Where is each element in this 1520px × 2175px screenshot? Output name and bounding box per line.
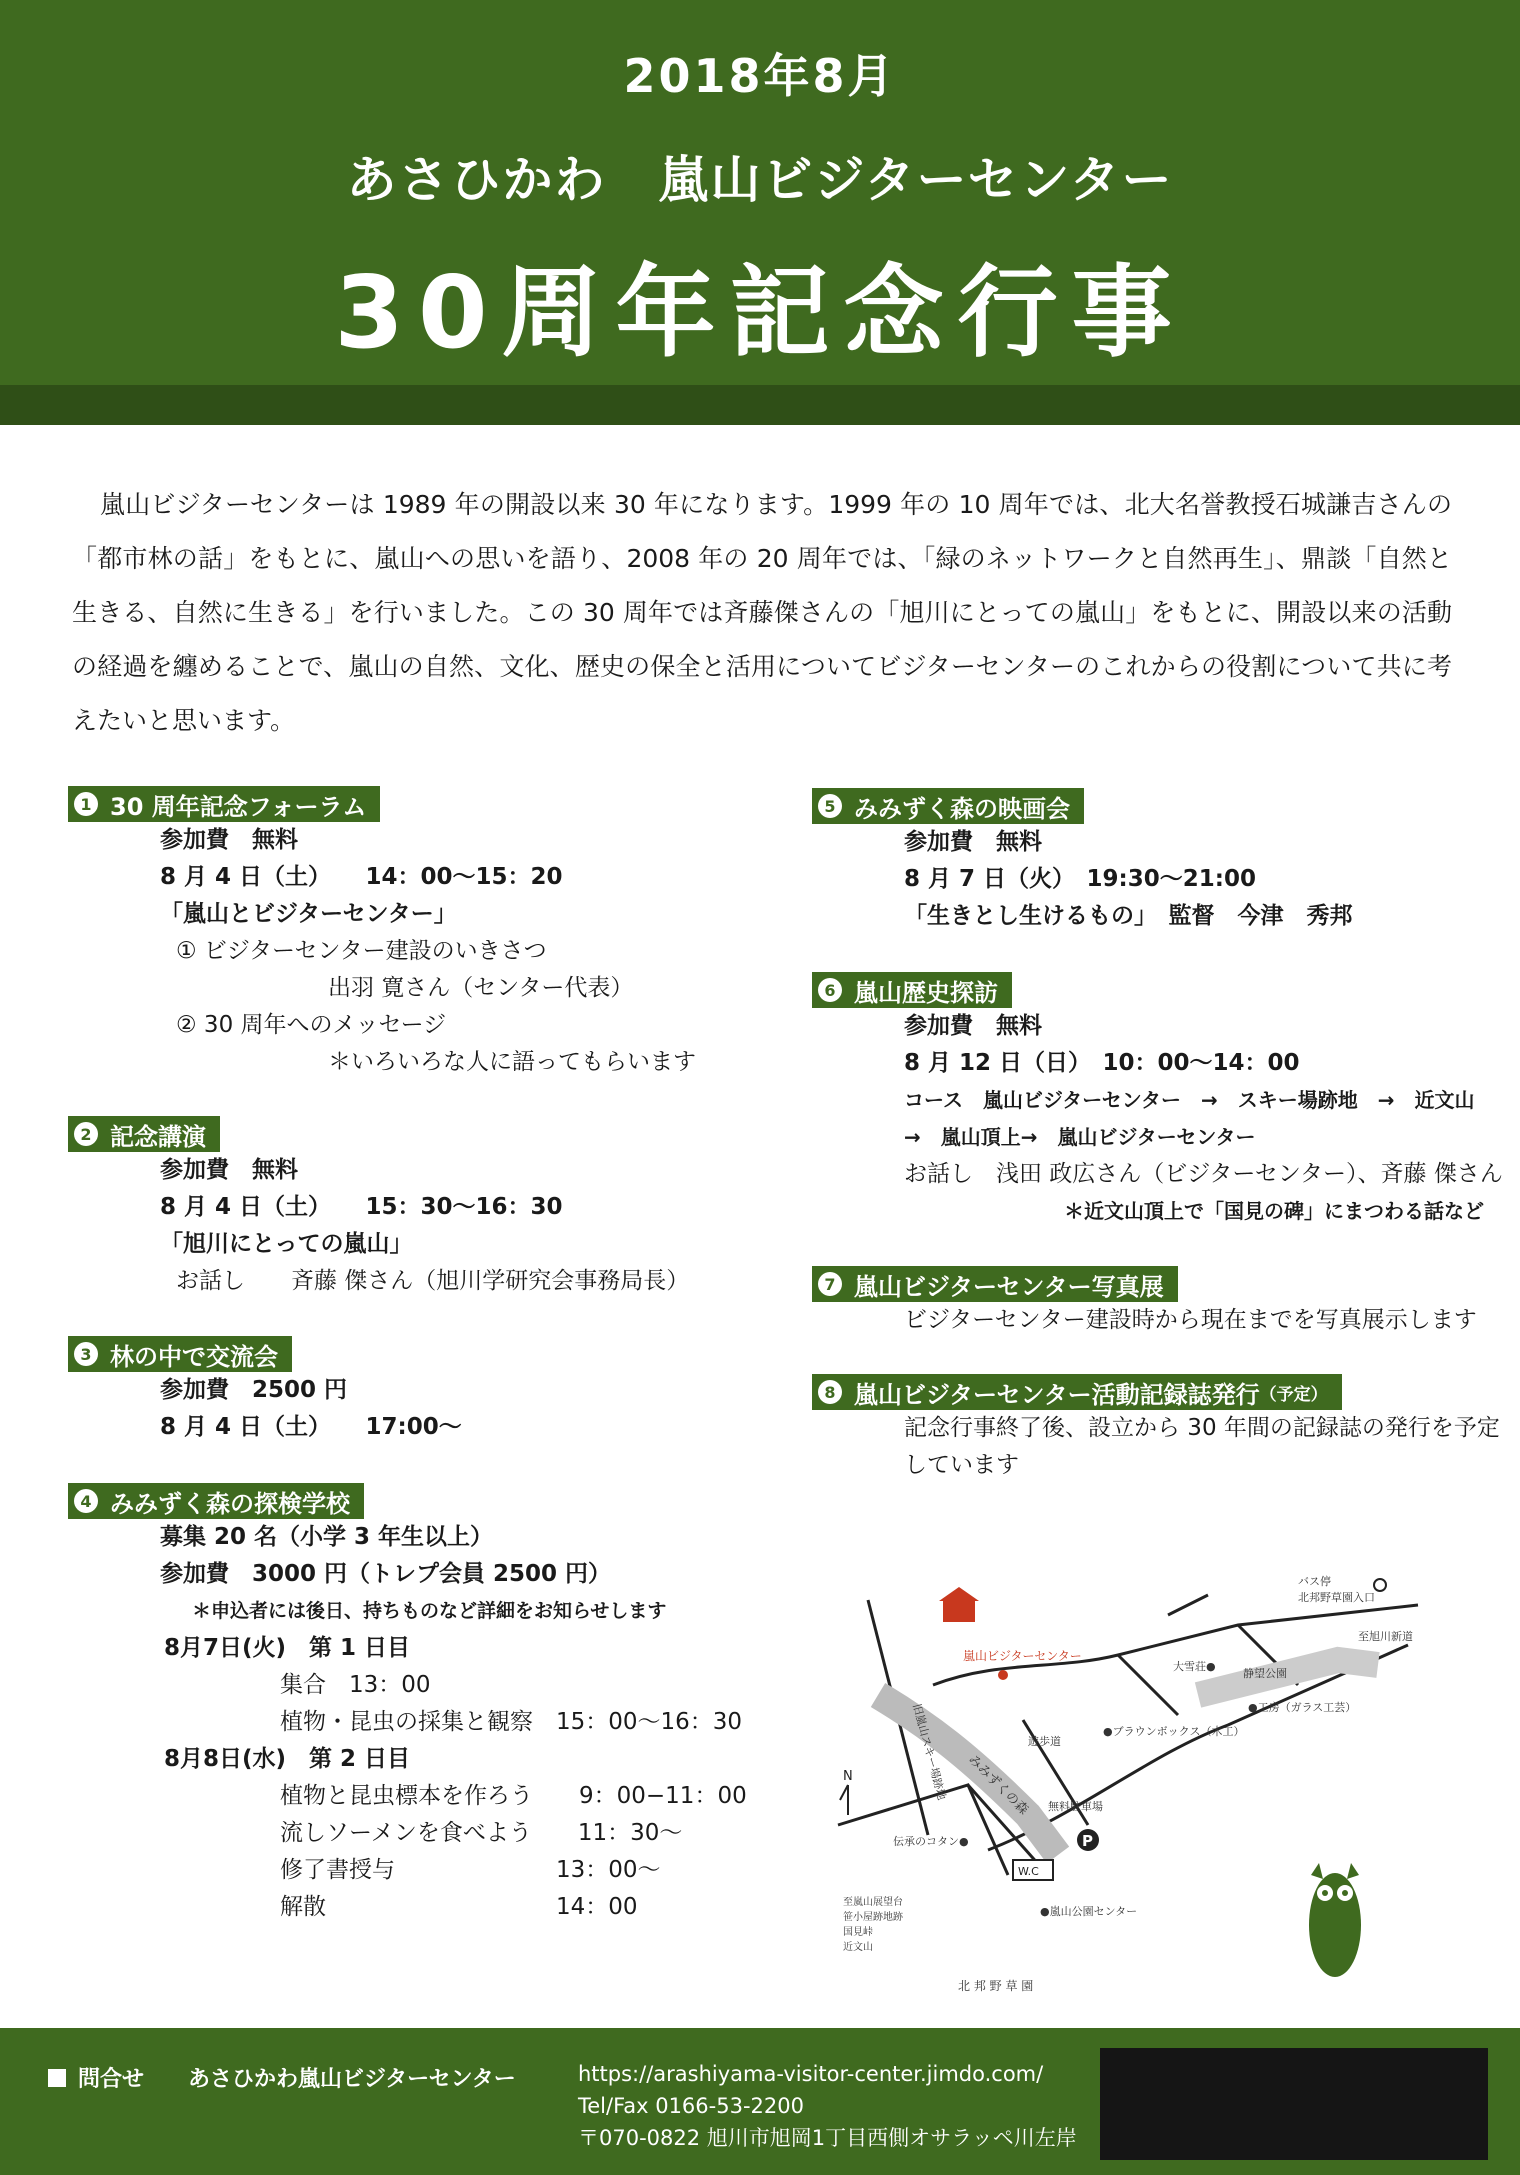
square-bullet-icon xyxy=(48,2069,66,2087)
map-road xyxy=(1118,1655,1178,1715)
event-number-icon: 8 xyxy=(818,1380,842,1404)
event-item-detail: 出羽 寛さん（センター代表） xyxy=(328,975,634,1001)
map-label-to-asahikawa: 至旭川新道 xyxy=(1358,1630,1413,1643)
event-note: ＊申込者には後日、持ちものなど詳細をお知らせします xyxy=(192,1600,667,1622)
map-label-walk: 遊歩道 xyxy=(1028,1735,1061,1748)
event-day-1: 8月7日(火) 第 1 日目 xyxy=(164,1635,411,1661)
map-north-label: N xyxy=(843,1769,853,1784)
event-title xyxy=(68,786,380,822)
event-schedule-item: 植物・昆虫の採集と観察 15：00〜16：30 xyxy=(280,1709,743,1735)
event-film: 「生きとし生けるもの」 監督 今津 秀邦 xyxy=(904,903,1353,929)
event-title xyxy=(812,1266,1178,1302)
event-fee: 参加費 無料 xyxy=(160,1157,298,1183)
map-park-area xyxy=(1198,1660,1378,1695)
event-course: → 嵐山頂上→ 嵐山ビジターセンター xyxy=(904,1125,1256,1149)
map-label-to3: 国見峠 xyxy=(843,1927,873,1938)
header-organization: あさひかわ 嵐山ビジターセンター xyxy=(346,151,1174,209)
map-road xyxy=(1168,1595,1208,1615)
event-note: ＊近文山頂上で「国見の碑」にまつわる話など xyxy=(1064,1199,1484,1223)
event-2 xyxy=(68,1116,689,1300)
footer-organization: あさひかわ嵐山ビジターセンター xyxy=(188,2067,516,2092)
event-recruit: 募集 20 名（小学 3 年生以上） xyxy=(160,1524,494,1550)
event-number-icon: 3 xyxy=(74,1342,98,1366)
footer-contact-label: 問合せ xyxy=(78,2067,145,2092)
event-5 xyxy=(812,788,1353,935)
event-8 xyxy=(812,1374,1500,1484)
event-date: 8 月 7 日（火） 19:30〜21:00 xyxy=(904,866,1256,892)
map-label-glass: ●工房（ガラス工芸） xyxy=(1248,1701,1357,1714)
page-title: 30周年記念行事 xyxy=(334,254,1186,371)
event-fee: 参加費 無料 xyxy=(160,827,298,853)
map-label-yasoen: 北 邦 野 草 園 xyxy=(958,1979,1034,1993)
event-title-text: 嵐山ビジターセンター写真展 xyxy=(854,1272,1164,1301)
event-schedule-item: 流しソーメンを食べよう 11：30〜 xyxy=(280,1820,683,1846)
event-title-text: 記念講演 xyxy=(110,1122,206,1151)
event-number-icon: 7 xyxy=(818,1272,842,1296)
owl-icon xyxy=(1305,1855,1365,1985)
event-item: ② 30 周年へのメッセージ xyxy=(176,1012,447,1038)
event-6 xyxy=(812,972,1503,1230)
event-number-icon: 1 xyxy=(74,792,98,816)
map-label-daisetsu: 大雪荘● xyxy=(1173,1660,1216,1673)
footer-tel: Tel/Fax 0166-53-2200 xyxy=(578,2094,804,2118)
event-title-text: 林の中で交流会 xyxy=(110,1342,278,1371)
event-theme: 「嵐山とビジターセンター」 xyxy=(160,901,457,927)
event-description: しています xyxy=(904,1452,1019,1478)
event-speaker: お話し 浅田 政広さん（ビジターセンター）、斉藤 傑さん xyxy=(904,1161,1503,1187)
event-schedule-item: 解散 14：00 xyxy=(280,1894,638,1920)
event-course: コース 嵐山ビジターセンター → スキー場跡地 → 近文山 xyxy=(904,1088,1475,1112)
map-forest-path xyxy=(878,1695,1058,1855)
event-fee: 参加費 3000 円（トレプ会員 2500 円） xyxy=(160,1561,612,1587)
map-label-center: 嵐山ビジターセンター xyxy=(963,1649,1082,1663)
event-date: 8 月 4 日（土） 15：30〜16：30 xyxy=(160,1194,563,1220)
map-label-to1: 至嵐山展望台 xyxy=(843,1897,903,1908)
map-label-wc: W.C xyxy=(1018,1865,1039,1878)
map-label-ski: 旧嵐山スキー場跡地 xyxy=(910,1702,949,1802)
bus-stop-icon xyxy=(1374,1579,1386,1591)
event-number-icon: 5 xyxy=(818,794,842,818)
event-number-icon: 2 xyxy=(74,1122,98,1146)
event-title xyxy=(68,1336,292,1372)
footer-url[interactable]: https://arashiyama-visitor-center.jimdo.com/ xyxy=(578,2062,1044,2086)
event-title xyxy=(812,972,1012,1008)
map-label-bus: バス停 xyxy=(1298,1575,1331,1588)
footer-contact xyxy=(48,2062,144,2093)
map-label-mimizuku: みみずくの森 xyxy=(965,1752,1031,1818)
redacted-contact-box xyxy=(1100,2048,1488,2160)
event-date: 8 月 4 日（土） 14：00〜15：20 xyxy=(160,864,563,890)
event-schedule-item: 植物と昆虫標本を作ろう 9：00−11：00 xyxy=(280,1783,747,1809)
event-title-text: みみずく森の探検学校 xyxy=(110,1489,350,1518)
event-item-detail: ＊いろいろな人に語ってもらいます xyxy=(328,1049,696,1075)
map-label-parking: 無料駐車場 xyxy=(1048,1800,1103,1813)
intro-paragraph: 嵐山ビジターセンターは 1989 年の開設以来 30 年になります。1999 年の 10 周年では、北大名誉教授石城謙吉さんの「都市林の話」をもとに、嵐山への思いを語り、2008 年の 20 周年では、「緑のネットワークと自然再生」、鼎談「自然と生きる、自然に生きる」を行いました。この 30 周年では斉藤傑さんの「旭川にとっての嵐山」をもとに、開設以来の活動の経過を纏めることで、嵐山の自然、文化、歴史の保全と活用についてビジターセンターのこれからの役割について共に考えたいと思います。 xyxy=(72,490,1452,735)
event-date: 8 月 12 日（日） 10：00〜14：00 xyxy=(904,1050,1300,1076)
parking-icon-letter: P xyxy=(1082,1832,1093,1850)
event-4 xyxy=(68,1483,747,1926)
event-7 xyxy=(812,1266,1477,1339)
event-number-icon: 6 xyxy=(818,978,842,1002)
event-description: ビジターセンター建設時から現在までを写真展示します xyxy=(904,1307,1477,1333)
event-description: 記念行事終了後、設立から 30 年間の記録誌の発行を予定 xyxy=(904,1415,1500,1441)
event-fee: 参加費 無料 xyxy=(904,829,1042,855)
event-title-text: みみずく森の映画会 xyxy=(854,794,1070,823)
header-band xyxy=(0,0,1520,425)
header-stripe xyxy=(0,385,1520,425)
visitor-center-marker xyxy=(998,1670,1008,1680)
event-title-text: 嵐山ビジターセンター活動記録誌発行 xyxy=(854,1380,1260,1409)
map-road xyxy=(838,1785,1008,1875)
north-arrow-icon xyxy=(840,1785,848,1815)
map-label-to2: 笹小屋跡地跡 xyxy=(843,1912,903,1923)
map-label-koen: ●嵐山公園センター xyxy=(1040,1905,1138,1918)
event-title-text: 嵐山歴史探訪 xyxy=(854,978,998,1007)
visitor-center-icon xyxy=(939,1587,979,1622)
header-date: 2018年8月 xyxy=(623,49,897,103)
event-1 xyxy=(68,786,696,1081)
event-date: 8 月 4 日（土） 17:00〜 xyxy=(160,1414,462,1440)
event-speaker: お話し 斉藤 傑さん（旭川学研究会事務局長） xyxy=(176,1268,690,1294)
event-day-2: 8月8日(水) 第 2 日目 xyxy=(164,1746,411,1772)
event-fee: 参加費 無料 xyxy=(904,1013,1042,1039)
event-item: ① ビジターセンター建設のいきさつ xyxy=(176,938,547,964)
event-3 xyxy=(68,1336,462,1446)
event-title-text: 30 周年記念フォーラム xyxy=(110,792,367,821)
footer-info xyxy=(578,2058,1077,2154)
event-number-icon: 4 xyxy=(74,1489,98,1513)
event-title xyxy=(68,1483,364,1519)
map-label-bus2: 北邦野草園入口 xyxy=(1298,1591,1375,1604)
event-title xyxy=(812,1374,1342,1410)
event-schedule-item: 集合 13：00 xyxy=(280,1672,431,1698)
event-title xyxy=(68,1116,220,1152)
map-label-brown: ●ブラウンボックス（木工） xyxy=(1103,1725,1245,1738)
event-theme: 「旭川にとっての嵐山」 xyxy=(160,1231,413,1257)
map-label-to4: 近文山 xyxy=(843,1942,873,1953)
map-label-densho: 伝承のコタン● xyxy=(893,1835,969,1848)
event-title xyxy=(812,788,1084,824)
event-fee: 参加費 2500 円 xyxy=(160,1377,348,1403)
map-label-seibou: 静望公園 xyxy=(1243,1667,1287,1680)
event-schedule-item: 修了書授与 13：00〜 xyxy=(280,1857,661,1883)
event-title-note: （予定） xyxy=(1259,1384,1328,1405)
footer xyxy=(0,2028,1520,2175)
footer-address: 〒070-0822 旭川市旭岡1丁目西側オサラッペ川左岸 xyxy=(578,2126,1077,2150)
